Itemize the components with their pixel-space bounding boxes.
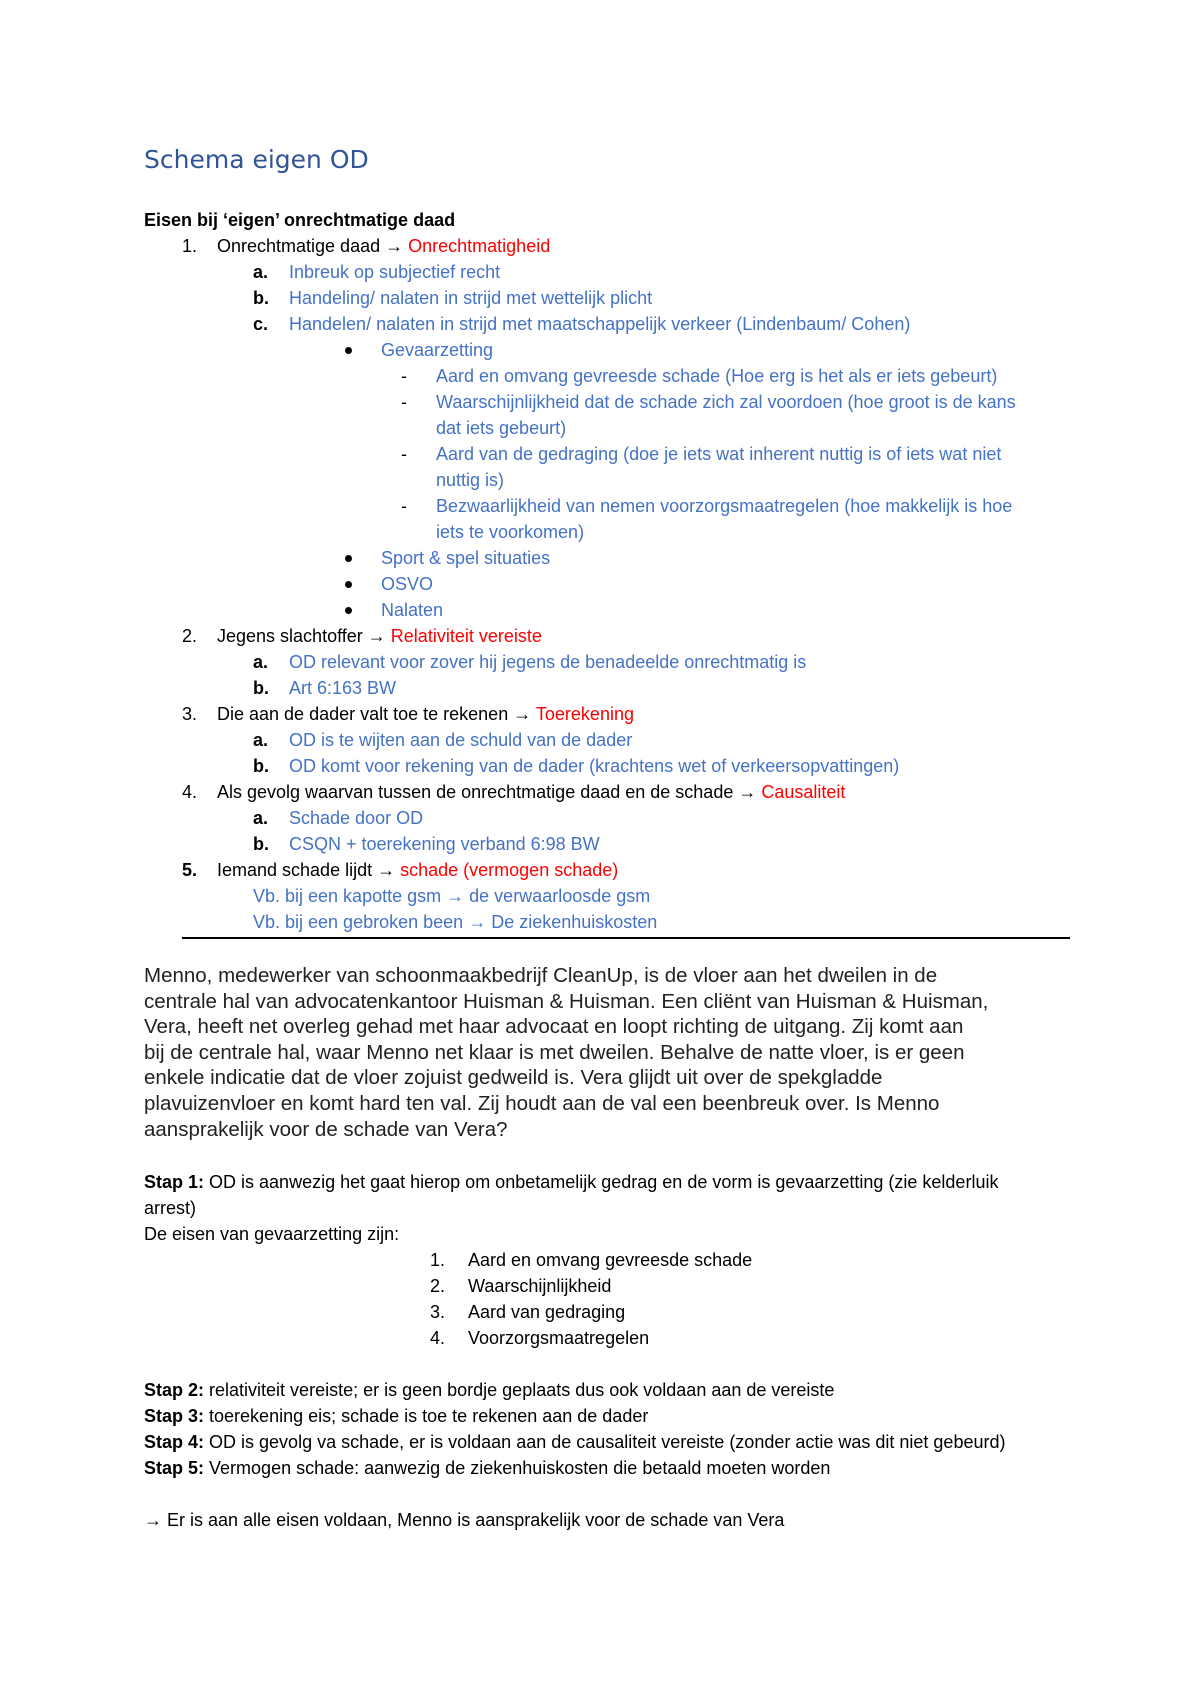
arrow-icon: → — [385, 236, 404, 256]
case-line: aansprakelijk voor de schade van Vera? — [144, 1117, 508, 1141]
sub-item-3-line2: nuttig is) — [436, 470, 505, 490]
step-2-label: Stap 2: — [144, 1380, 205, 1400]
step-4 — [144, 1429, 1005, 1455]
req3-text: Die aan de dader valt toe te rekenen — [217, 704, 509, 724]
req2-a-marker: a. — [253, 652, 269, 672]
case-line: bij de centrale hal, waar Menno net klaar is met dweilen. Behalve de natte vloer, is er geen — [144, 1040, 965, 1064]
dash-marker: - — [401, 496, 407, 516]
req-list-number: 1. — [430, 1250, 446, 1270]
step-5 — [144, 1455, 830, 1481]
example-2-text: Vb. bij een gebroken been — [253, 912, 464, 932]
step-2 — [144, 1377, 834, 1403]
req4-a-marker: a. — [253, 808, 269, 828]
req5-number: 5. — [182, 860, 198, 880]
step-5-text: Vermogen schade: aanwezig de ziekenhuiskosten die betaald moeten worden — [209, 1458, 831, 1478]
case-line: enkele indicatie dat de vloer zojuist gedweild is. Vera glijdt uit over de spekgladde — [144, 1066, 883, 1090]
step-3-text: toerekening eis; schade is toe te rekenen aan de dader — [209, 1406, 649, 1426]
req-list-item: Aard van gedraging — [468, 1302, 626, 1322]
bullet-icon — [345, 581, 352, 588]
req1-a-marker: a. — [253, 262, 269, 282]
section-heading: Eisen bij ‘eigen’ onrechtmatige daad — [144, 210, 456, 230]
req1-number: 1. — [182, 236, 198, 256]
req5-line — [217, 857, 618, 883]
arrow-icon: → — [738, 782, 757, 802]
dash-marker: - — [401, 444, 407, 464]
req4-a-text: Schade door OD — [289, 808, 424, 828]
req1-line — [217, 233, 550, 259]
dash-marker: - — [401, 392, 407, 412]
bullet-osvo: OSVO — [381, 574, 434, 594]
req2-label: Relativiteit vereiste — [390, 626, 542, 646]
sub-item-4-line2: iets te voorkomen) — [436, 522, 585, 542]
example-1-result: de verwaarloosde gsm — [469, 886, 651, 906]
req2-text: Jegens slachtoffer — [217, 626, 363, 646]
dash-marker: - — [401, 366, 407, 386]
req4-b-marker: b. — [253, 834, 269, 854]
req1-text: Onrechtmatige daad — [217, 236, 381, 256]
step-3-label: Stap 3: — [144, 1406, 205, 1426]
req2-a-text: OD relevant voor zover hij jegens de benadeelde onrechtmatig is — [289, 652, 807, 672]
sub-item-2-line2: dat iets gebeurt) — [436, 418, 567, 438]
req5-label: schade (vermogen schade) — [400, 860, 619, 880]
req4-text: Als gevolg waarvan tussen de onrechtmatige daad en de schade — [217, 782, 734, 802]
arrow-icon: → — [446, 886, 465, 906]
req1-c-text: Handelen/ nalaten in strijd met maatschappelijk verkeer (Lindenbaum/ Cohen) — [289, 314, 911, 334]
arrow-icon: → — [144, 1510, 162, 1530]
case-line: centrale hal van advocatenkantoor Huisman & Huisman. Een cliënt van Huisman & Huisman, — [144, 989, 989, 1013]
step-1-label: Stap 1: — [144, 1172, 205, 1192]
bullet-icon — [345, 555, 352, 562]
req-list-number: 2. — [430, 1276, 446, 1296]
conclusion — [144, 1507, 784, 1533]
req1-b-marker: b. — [253, 288, 269, 308]
req1-c-marker: c. — [253, 314, 269, 334]
req-list-item: Aard en omvang gevreesde schade — [468, 1250, 753, 1270]
sub-item-1-line1: Aard en omvang gevreesde schade (Hoe erg is het als er iets gebeurt) — [436, 366, 998, 386]
req4-label: Causaliteit — [761, 782, 846, 802]
req1-a-text: Inbreuk op subjectief recht — [289, 262, 501, 282]
arrow-icon: → — [367, 626, 386, 646]
case-line: Vera, heeft net overleg gehad met haar advocaat en loopt richting de uitgang. Zij komt aan — [144, 1015, 964, 1039]
req-list-number: 3. — [430, 1302, 446, 1322]
step-4-text: OD is gevolg va schade, er is voldaan aan de causaliteit vereiste (zonder actie was dit niet gebeurd) — [209, 1432, 1006, 1452]
req-list-number: 4. — [430, 1328, 446, 1348]
req2-b-text: Art 6:163 BW — [289, 678, 397, 698]
req2-number: 2. — [182, 626, 198, 646]
case-line: plavuizenvloer en komt hard ten val. Zij houdt aan de val een beenbreuk over. Is Menno — [144, 1091, 940, 1115]
req2-line — [217, 623, 542, 649]
step-5-label: Stap 5: — [144, 1458, 205, 1478]
case-line: Menno, medewerker van schoonmaakbedrijf CleanUp, is de vloer aan het dweilen in de — [144, 964, 938, 987]
page-title: Schema eigen OD — [144, 145, 369, 174]
arrow-icon: → — [468, 912, 487, 932]
horizontal-divider — [182, 937, 1070, 939]
req3-a-text: OD is te wijten aan de schuld van de dader — [289, 730, 633, 750]
conclusion-text: Er is aan alle eisen voldaan, Menno is aansprakelijk voor de schade van Vera — [167, 1510, 785, 1530]
bullet-icon — [345, 347, 352, 354]
step-4-label: Stap 4: — [144, 1432, 205, 1452]
arrow-icon: → — [513, 704, 532, 724]
example-2-result: De ziekenhuiskosten — [491, 912, 658, 932]
arrow-icon: → — [377, 860, 396, 880]
req1-b-text: Handeling/ nalaten in strijd met wettelijk plicht — [289, 288, 653, 308]
sub-item-2-line1: Waarschijnlijkheid dat de schade zich zal voordoen (hoe groot is de kans — [436, 392, 1016, 412]
case-paragraph — [144, 963, 1074, 1142]
step-3 — [144, 1403, 648, 1429]
bullet-sport: Sport & spel situaties — [381, 548, 551, 568]
req4-number: 4. — [182, 782, 198, 802]
sub-item-4-line1: Bezwaarlijkheid van nemen voorzorgsmaatregelen (hoe makkelijk is hoe — [436, 496, 1013, 516]
bullet-nalaten: Nalaten — [381, 600, 444, 620]
req3-a-marker: a. — [253, 730, 269, 750]
req4-line — [217, 779, 845, 805]
req3-number: 3. — [182, 704, 198, 724]
bullet-icon — [345, 607, 352, 614]
sub-item-3-line1: Aard van de gedraging (doe je iets wat inherent nuttig is of iets wat niet — [436, 444, 1002, 464]
req-list-item: Voorzorgsmaatregelen — [468, 1328, 650, 1348]
step-1-text: OD is aanwezig het gaat hierop om onbetamelijk gedrag en de vorm is gevaarzetting (zie kelderluik — [209, 1172, 999, 1192]
req1-label: Onrechtmatigheid — [408, 236, 551, 256]
req3-b-marker: b. — [253, 756, 269, 776]
step-2-text: relativiteit vereiste; er is geen bordje geplaats dus ook voldaan aan de vereiste — [209, 1380, 835, 1400]
gevaarzetting-requirements-intro: De eisen van gevaarzetting zijn: — [144, 1224, 400, 1244]
req5-example-1 — [253, 883, 650, 909]
bullet-gevaarzetting: Gevaarzetting — [381, 340, 494, 360]
step-1 — [144, 1169, 998, 1195]
req-list-item: Waarschijnlijkheid — [468, 1276, 612, 1296]
req5-example-2 — [253, 909, 657, 935]
req3-label: Toerekening — [535, 704, 634, 724]
req3-line — [217, 701, 634, 727]
example-1-text: Vb. bij een kapotte gsm — [253, 886, 442, 906]
req3-b-text: OD komt voor rekening van de dader (krachtens wet of verkeersopvattingen) — [289, 756, 900, 776]
req4-b-text: CSQN + toerekening verband 6:98 BW — [289, 834, 600, 854]
step-1-line2: arrest) — [144, 1198, 197, 1218]
req2-b-marker: b. — [253, 678, 269, 698]
req5-text: Iemand schade lijdt — [217, 860, 373, 880]
